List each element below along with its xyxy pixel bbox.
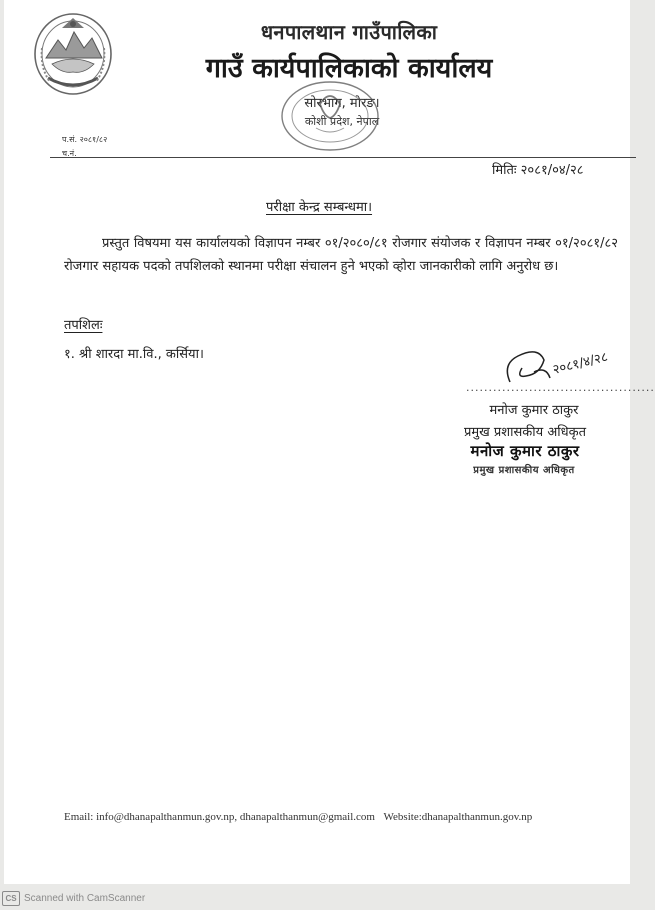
letter-body: प्रस्तुत विषयमा यस कार्यालयको विज्ञापन नम्बर ०१/२०८०/८१ रोजगार संयोजक र विज्ञापन नम्बर ०१/२०८१/८२ रोजगार सहायक पदको तपशिलको स्थानमा परीक्षा संचालन हुने भएको व्होरा जानकारीको लागि अनुरोध छ।: [64, 236, 618, 274]
schedule-label: तपशिलः: [64, 318, 103, 333]
watermark-text: Scanned with CamScanner: [24, 892, 146, 904]
letter-subject: परीक्षा केन्द्र सम्बन्धमा।: [266, 200, 373, 215]
camscanner-logo-icon: CS: [2, 891, 20, 906]
signature-line: ..........................................: [466, 381, 655, 394]
office-province: कोशी प्रदेश, नेपाल: [304, 115, 380, 128]
office-name: गाउँ कार्यपालिकाको कार्यालय: [205, 53, 493, 84]
municipality-name: धनपालथान गाउँपालिका: [260, 20, 438, 44]
office-address: सोरभाग, मोरङ।: [304, 96, 380, 111]
signer-title: प्रमुख प्रशासकीय अधिकृत: [463, 425, 587, 440]
name-stamp: मनोज कुमार ठाकुर: [470, 442, 580, 460]
exam-center-item: १. श्री शारदा मा.वि., कर्सिया।: [64, 347, 204, 362]
letter-date: मितिः २०८१/०४/२८: [492, 163, 584, 178]
letter-page: [4, 0, 655, 884]
title-stamp: प्रमुख प्रशासकीय अधिकृत: [473, 465, 575, 476]
header-divider: [50, 157, 636, 158]
letter-footer: [64, 811, 624, 823]
signature-date: २०८१/४/२८: [551, 349, 610, 378]
reference-number: प.सं. २०८१/८२: [62, 135, 108, 144]
office-seal-stamp-icon: [276, 76, 384, 156]
footer-website: Website:dhanapalthanmun.gov.np: [383, 811, 533, 823]
nepal-emblem-icon: [32, 8, 114, 100]
signer-name: मनोज कुमार ठाकुर: [489, 403, 579, 418]
footer-email: Email: info@dhanapalthanmun.gov.np, dhanapalthanmun@gmail.com: [64, 811, 375, 823]
dispatch-number: च.नं.: [62, 149, 77, 158]
camscanner-watermark: [2, 889, 145, 907]
